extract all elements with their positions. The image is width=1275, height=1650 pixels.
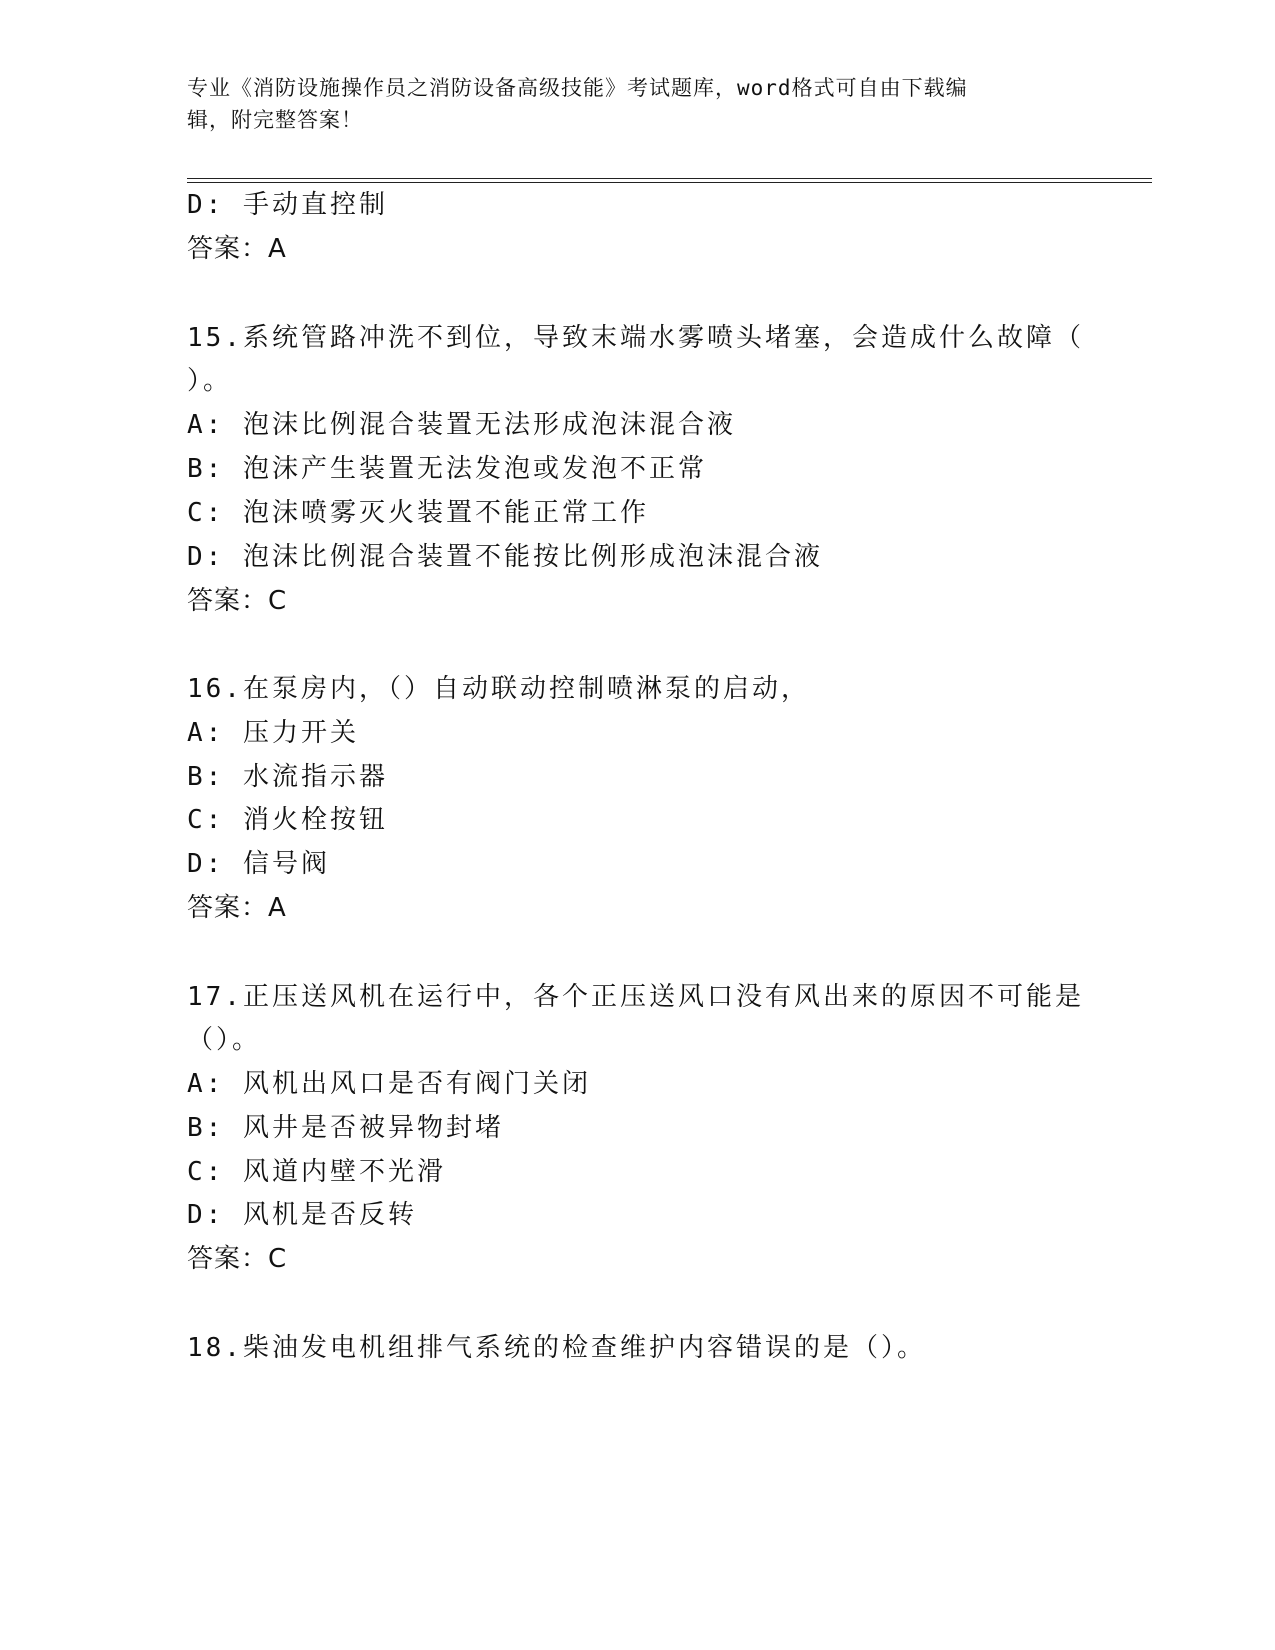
q15-stem-line-1: 15.系统管路冲洗不到位，导致末端水雾喷头堵塞，会造成什么故障（ <box>187 323 1084 353</box>
q16-option-c: C: 消火栓按钮 <box>187 805 388 835</box>
q17-option-c: C: 风道内壁不光滑 <box>187 1157 446 1187</box>
q17-answer: 答案：C <box>187 1244 288 1274</box>
q16-option-d: D: 信号阀 <box>187 849 330 879</box>
q17-option-b: B: 风井是否被异物封堵 <box>187 1113 504 1143</box>
q18-stem: 18.柴油发电机组排气系统的检查维护内容错误的是（）。 <box>187 1333 926 1363</box>
q15-answer: 答案：C <box>187 586 288 616</box>
q16-option-a: A: 压力开关 <box>187 718 359 748</box>
q16-option-b: B: 水流指示器 <box>187 762 388 792</box>
header-line-2: 辑，附完整答案！ <box>187 108 363 132</box>
q17-option-a: A: 风机出风口是否有阀门关闭 <box>187 1069 591 1099</box>
header-line-1: 专业《消防设施操作员之消防设备高级技能》考试题库，word格式可自由下载编 <box>187 76 968 100</box>
q16-stem: 16.在泵房内，（）自动联动控制喷淋泵的启动， <box>187 674 810 704</box>
page-header <box>187 72 1087 136</box>
q15-option-b: B: 泡沫产生装置无法发泡或发泡不正常 <box>187 454 707 484</box>
q15-option-a: A: 泡沫比例混合装置无法形成泡沫混合液 <box>187 410 736 440</box>
q16-answer: 答案：A <box>187 893 287 923</box>
q15-option-d: D: 泡沫比例混合装置不能按比例形成泡沫混合液 <box>187 542 823 572</box>
header-divider-bottom <box>187 182 1152 183</box>
prev-answer: 答案：A <box>187 234 287 264</box>
q17-stem-line-2: （）。 <box>187 1025 262 1055</box>
q15-option-c: C: 泡沫喷雾灭火装置不能正常工作 <box>187 498 649 528</box>
q15-stem-line-2: ）。 <box>187 366 233 396</box>
header-divider-top <box>187 178 1152 179</box>
q17-option-d: D: 风机是否反转 <box>187 1200 417 1230</box>
prev-option-d: D: 手动直控制 <box>187 190 388 220</box>
q17-stem-line-1: 17.正压送风机在运行中，各个正压送风口没有风出来的原因不可能是 <box>187 982 1084 1012</box>
